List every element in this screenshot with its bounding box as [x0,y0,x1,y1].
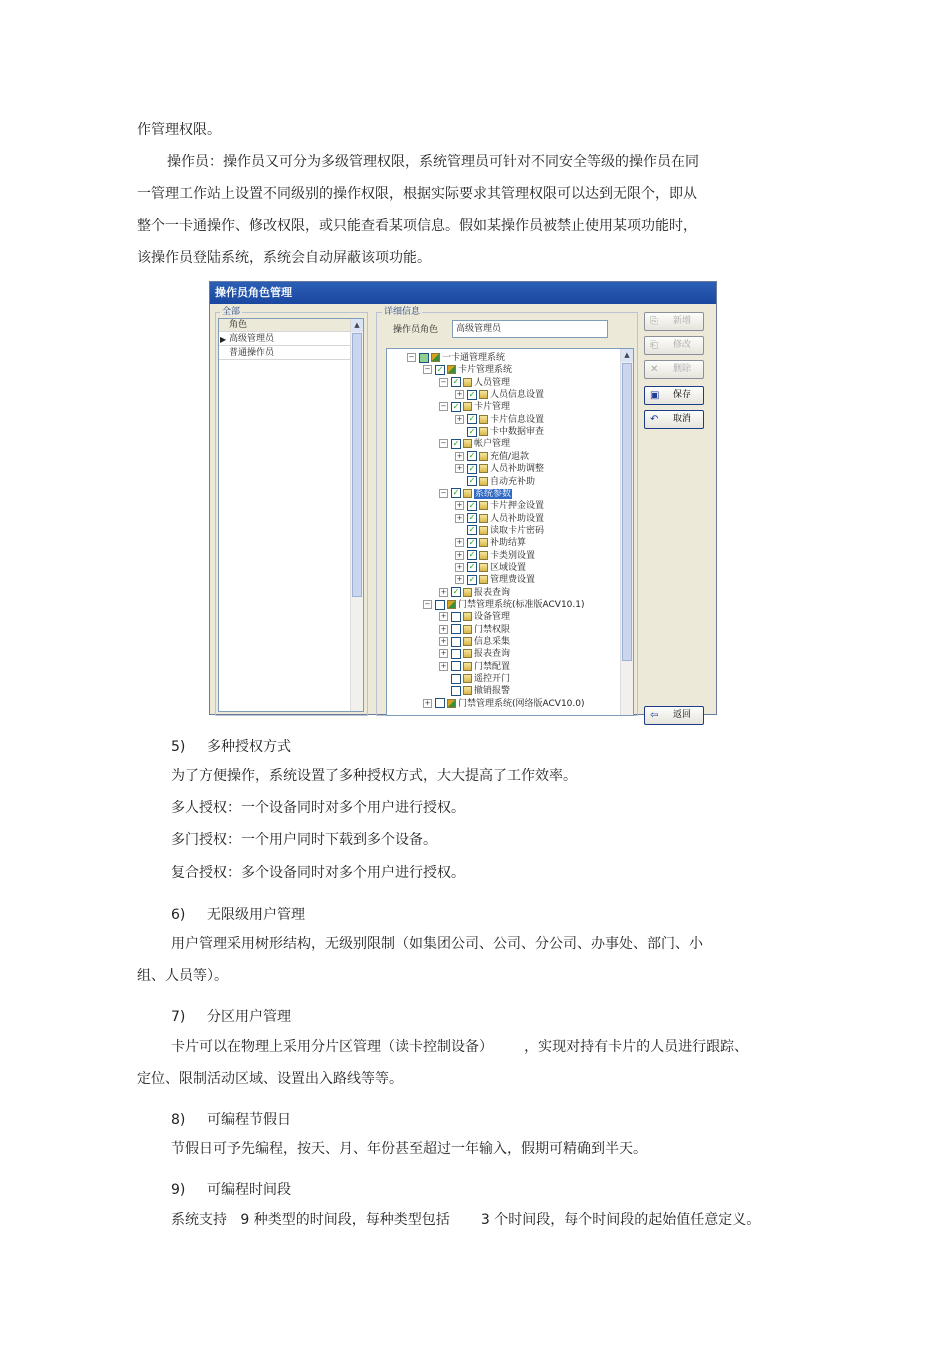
tree-checkbox[interactable]: ✓ [468,463,476,473]
tree-node[interactable] [439,661,510,673]
tree-node-label: 卡片信息设置 [490,414,545,425]
module-icon [447,699,456,708]
tree-node[interactable] [439,377,510,389]
tree-node-label: 撤销报警 [474,686,511,697]
section-5-line: 为了方便操作，系统设置了多种授权方式，大大提高了工作效率。 [171,768,577,784]
tree-node[interactable] [455,463,544,475]
tree-checkbox[interactable]: ✓ [452,587,460,597]
cancel-button[interactable]: ↶ 取消 [644,410,704,429]
tree-node-label: 人员管理 [474,377,511,388]
detail-group-label: 详细信息 [384,307,421,317]
tree-node-label: 人员补助设置 [490,513,545,524]
tree-node-label: 卡片押金设置 [490,501,545,512]
function-icon [479,415,488,424]
operator-para-line-3: 整个一卡通操作、修改权限，或只能查看某项信息。假如某操作员被禁止使用某项功能时， [137,218,697,234]
tree-checkbox[interactable] [451,686,461,696]
tree-expand-icon[interactable]: + [440,649,447,658]
section-6-line: 组、人员等）。 [137,968,228,984]
new-button[interactable]: ⎘ 新增 [644,312,704,331]
tree-node[interactable] [407,352,505,364]
permission-tree [386,348,634,716]
tree-node-label: 遥控开门 [474,674,511,685]
tree-expand-icon[interactable]: + [440,624,447,633]
role-item[interactable] [219,347,353,360]
tree-node-label: 管理费设置 [490,575,536,586]
role-list-scrollbar[interactable] [350,319,363,711]
tree-node[interactable] [439,624,510,636]
all-roles-group-label: 全部 [222,307,241,317]
tree-expand-icon[interactable]: − [440,377,447,386]
tree-expand-icon[interactable]: − [424,600,431,608]
tree-node-label: 报表查询 [474,587,511,598]
tree-node-label: 报表查询 [474,649,511,660]
tree-expand-icon[interactable]: + [456,464,463,473]
tree-node-label: 卡片管理 [474,402,511,413]
tree-node[interactable] [423,364,512,376]
section-6-heading: 6) 无限级用户管理 [171,907,305,923]
tree-node[interactable] [455,513,544,525]
tree-checkbox[interactable]: ✓ [468,476,476,485]
section-6-line: 用户管理采用树形结构，无级别限制（如集团公司、公司、分公司、办事处、部门、小 [171,936,703,952]
tree-node-label: 区域设置 [490,562,527,573]
tree-scrollbar[interactable] [620,349,633,715]
section-5-line: 复合授权：多个设备同时对多个用户进行授权。 [171,865,465,881]
tree-checkbox[interactable]: ✓ [468,562,476,572]
tree-node-label: 读取卡片密码 [490,525,545,536]
tree-expand-icon[interactable]: + [456,501,463,510]
scroll-up-icon[interactable]: ▲ [621,349,633,362]
tree-expand-icon[interactable]: + [456,562,463,571]
function-icon [463,649,472,658]
new-icon: ⎘ [650,316,658,327]
tree-expand-icon[interactable]: + [440,637,447,646]
role-name-input[interactable]: 高级管理员 [452,320,608,338]
tree-checkbox[interactable] [435,600,445,610]
back-button[interactable]: ⇦ 返回 [644,706,704,725]
tree-expand-icon[interactable]: + [456,414,463,423]
tree-node[interactable] [423,698,585,710]
function-icon [479,390,488,399]
tree-node[interactable] [439,685,510,697]
role-item-label: 高级管理员 [229,334,275,344]
tree-checkbox[interactable]: ✓ [468,525,476,535]
function-icon [463,402,472,411]
function-icon [463,588,472,597]
tree-checkbox[interactable]: ✓ [452,488,460,498]
tree-checkbox[interactable] [435,698,445,708]
tree-node[interactable] [455,389,544,401]
back-icon: ⇦ [650,710,659,721]
tree-expand-icon[interactable]: + [440,612,447,621]
tree-node[interactable] [455,550,535,562]
tree-expand-icon[interactable]: + [440,587,447,596]
function-icon [479,464,488,473]
function-icon [463,612,472,621]
section-8-heading: 8) 可编程节假日 [171,1112,291,1128]
tree-expand-icon[interactable]: + [440,661,447,670]
function-icon [463,686,472,695]
tree-node-label: 补助结算 [490,538,527,549]
operator-para-line-4: 该操作员登陆系统，系统会自动屏蔽该项功能。 [137,250,431,266]
tree-node-label: 一卡通管理系统 [442,353,506,363]
module-icon [447,365,456,374]
tree-checkbox[interactable] [451,624,461,634]
role-list [218,318,364,712]
tree-node[interactable] [439,587,510,599]
tree-node-label: 门禁配置 [474,661,511,672]
function-icon [463,674,472,683]
role-item[interactable] [219,333,353,346]
function-icon [479,427,488,436]
undo-icon: ↶ [650,414,659,425]
section-9-line: 系统支持 9 种类型的时间段，每种类型包括 3 个时间段，每个时间段的起始值任意定义。 [171,1212,761,1228]
intro-line: 作管理权限。 [137,122,221,138]
tree-expand-icon[interactable]: − [440,439,447,448]
section-7-heading: 7) 分区用户管理 [171,1009,291,1025]
section-5-line: 多人授权：一个设备同时对多个用户进行授权。 [171,800,465,816]
scroll-thumb[interactable] [352,333,362,597]
tree-node-label: 信息采集 [474,637,511,648]
tree-node[interactable] [455,476,535,488]
tree-checkbox[interactable]: ✓ [468,414,476,424]
scroll-thumb[interactable] [622,363,632,661]
tree-node[interactable] [439,401,510,413]
function-icon [479,563,488,572]
function-icon [479,477,488,486]
tree-checkbox[interactable]: ✓ [436,364,444,374]
tree-checkbox[interactable]: ✓ [468,426,476,436]
tree-expand-icon[interactable]: − [408,353,415,361]
tree-node-label: 门禁管理系统(标准版ACV10.1) [458,600,585,610]
function-icon [479,501,488,510]
tree-checkbox[interactable]: ✓ [468,500,476,510]
section-5-line: 多门授权：一个用户同时下载到多个设备。 [171,832,437,848]
section-7-line: 定位、限制活动区域、设置出入路线等等。 [137,1071,403,1087]
tree-checkbox[interactable]: ✓ [452,401,460,411]
function-icon [463,378,472,387]
role-item-label: 普通操作员 [229,348,275,358]
tree-checkbox[interactable] [451,661,461,671]
tree-node-label: 设备管理 [474,612,511,623]
tree-node[interactable] [455,500,544,512]
tree-checkbox[interactable]: ✓ [468,537,476,547]
tree-node[interactable] [423,599,585,611]
tree-node[interactable] [439,648,510,660]
tree-checkbox[interactable]: ✓ [452,438,460,448]
tree-node-label: 门禁管理系统(网络版ACV10.0) [458,698,585,709]
function-icon [479,538,488,547]
role-management-dialog [209,281,717,721]
section-8-line: 节假日可予先编程，按天、月、年份甚至超过一年输入，假期可精确到半天。 [171,1141,647,1157]
tree-node[interactable] [455,451,529,463]
tree-node-label: 帐户管理 [474,439,511,450]
save-icon: ▣ [650,390,660,401]
delete-icon: ✕ [650,364,659,375]
tree-node[interactable] [455,414,544,426]
function-icon [463,489,472,498]
tree-checkbox[interactable]: ✓ [468,574,476,584]
tree-expand-icon[interactable]: + [456,538,463,547]
tree-expand-icon[interactable]: − [424,365,431,374]
dialog-title: 操作员角色管理 [210,282,716,304]
function-icon [479,575,488,584]
tree-expand-icon[interactable]: − [440,488,447,497]
tree-node[interactable] [439,438,510,450]
edit-button[interactable]: ⎗ 修改 [644,336,704,355]
tree-node[interactable] [439,488,512,500]
tree-node[interactable] [439,636,510,648]
tree-expand-icon[interactable]: + [456,390,463,399]
row-pointer-icon: ▶ [220,335,227,344]
tree-checkbox[interactable] [419,353,429,363]
tree-node[interactable] [455,525,544,537]
operator-para-line-1: 操作员：操作员又可分为多级管理权限，系统管理员可针对不同安全等级的操作员在同 [167,154,699,170]
tree-checkbox[interactable] [451,612,461,622]
function-icon [479,452,488,461]
tree-node[interactable] [455,562,526,574]
operator-para-line-2: 一管理工作站上设置不同级别的操作权限，根据实际要求其管理权限可以达到无限个，即从 [137,186,697,202]
tree-node-label: 卡类别设置 [490,550,536,561]
edit-icon: ⎗ [650,340,658,351]
module-icon [431,353,440,362]
tree-node[interactable] [455,426,544,438]
tree-checkbox[interactable]: ✓ [452,377,460,387]
tree-node[interactable] [455,574,535,586]
tree-node-label: 自动充补助 [490,476,536,487]
scroll-up-icon[interactable]: ▲ [351,319,363,332]
tree-expand-icon[interactable]: + [424,698,431,707]
module-icon [447,600,456,609]
function-icon [463,439,472,448]
tree-expand-icon[interactable]: + [456,513,463,522]
function-icon [463,662,472,671]
tree-node[interactable] [439,673,510,685]
tree-node-label: 系统参数 [475,488,512,499]
tree-node[interactable] [439,611,510,623]
role-field-label: 操作员角色 [393,325,439,335]
tree-checkbox[interactable] [451,674,461,684]
section-9-heading: 9) 可编程时间段 [171,1182,291,1198]
tree-node-label: 门禁权限 [474,624,511,635]
function-icon [463,625,472,634]
tree-checkbox[interactable]: ✓ [468,550,476,560]
tree-checkbox[interactable]: ✓ [468,513,476,523]
function-icon [479,514,488,523]
tree-node-label: 卡片管理系统 [458,365,513,376]
function-icon [479,551,488,560]
tree-node-label: 人员补助调整 [490,464,545,475]
save-button[interactable]: ▣ 保存 [644,386,704,405]
tree-node-label: 卡中数据审查 [490,427,545,438]
section-7-line: 卡片可以在物理上采用分片区管理（读卡控制设备） ，实现对持有卡片的人员进行跟踪、 [171,1039,749,1055]
section-5-heading: 5) 多种授权方式 [171,739,291,755]
delete-button[interactable]: ✕ 删除 [644,360,704,379]
tree-checkbox[interactable] [451,649,461,659]
function-icon [463,637,472,646]
tree-checkbox[interactable]: ✓ [468,389,476,399]
tree-node[interactable] [455,537,526,549]
tree-expand-icon[interactable]: + [456,575,463,584]
tree-expand-icon[interactable]: + [456,550,463,559]
function-icon [479,526,488,535]
tree-node-label: 人员信息设置 [490,390,545,401]
role-list-header: 角色 [219,319,353,332]
tree-node-label: 充值/退款 [490,451,530,462]
tree-expand-icon[interactable]: − [440,402,447,411]
tree-checkbox[interactable]: ✓ [468,451,476,461]
tree-checkbox[interactable] [451,637,461,647]
tree-expand-icon[interactable]: + [456,451,463,460]
